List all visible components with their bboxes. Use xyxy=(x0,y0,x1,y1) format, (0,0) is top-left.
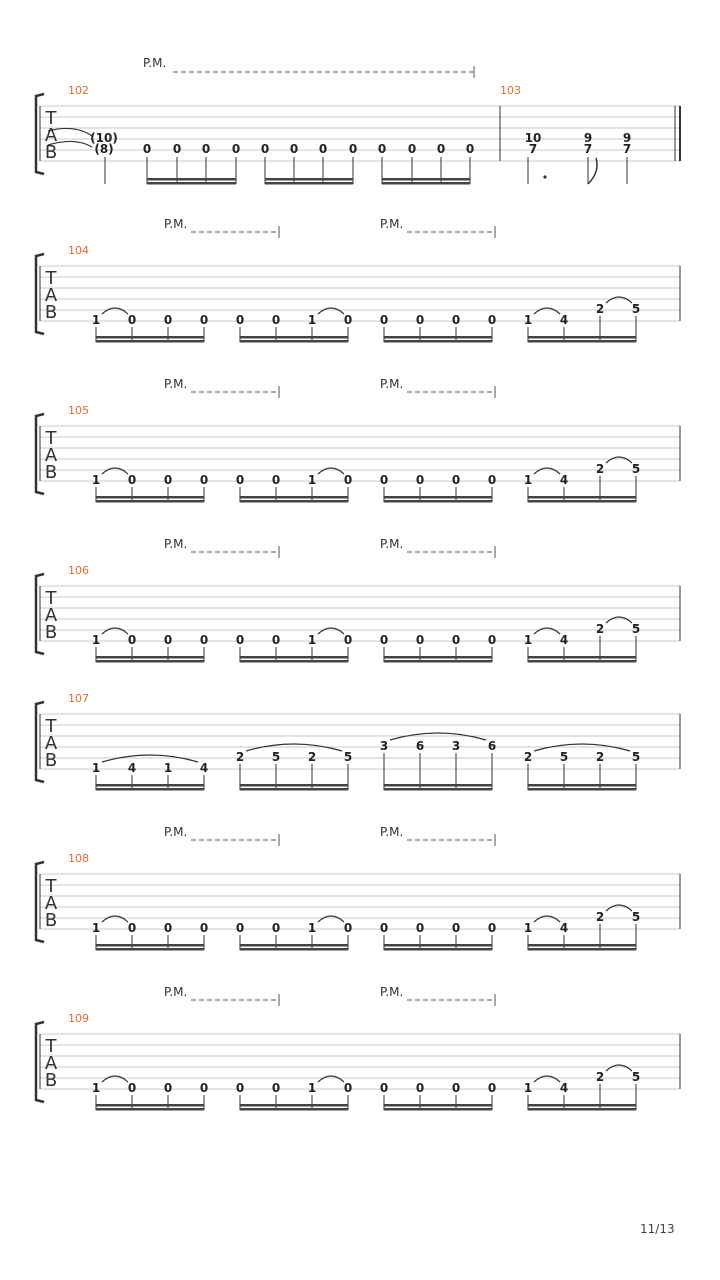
fret-number: 0 xyxy=(451,921,461,935)
tab-letter: A xyxy=(44,1053,58,1074)
fret-number: 1 xyxy=(307,633,317,647)
fret-number: 7 xyxy=(622,142,632,156)
fret-number: 0 xyxy=(163,633,173,647)
measure-number: 108 xyxy=(68,852,89,865)
fret-number: 0 xyxy=(235,313,245,327)
fret-number: 10 xyxy=(524,131,542,145)
fret-number: 1 xyxy=(91,633,101,647)
beam xyxy=(528,944,636,947)
tab-letter: T xyxy=(45,1036,57,1057)
palm-mute-label: P.M. xyxy=(380,377,404,391)
fret-number: 0 xyxy=(163,473,173,487)
tab-letter: T xyxy=(45,428,57,449)
fret-number: 0 xyxy=(348,142,358,156)
beam xyxy=(96,944,204,947)
palm-mute-label: P.M. xyxy=(164,537,188,551)
slur-arc xyxy=(102,1076,128,1082)
fret-number: 0 xyxy=(127,921,137,935)
beam xyxy=(384,944,492,947)
slur-arc xyxy=(606,905,632,911)
fret-number: 0 xyxy=(199,1081,209,1095)
fret-number: 2 xyxy=(595,462,605,476)
fret-number: 4 xyxy=(559,921,569,935)
m103-chords xyxy=(525,131,632,156)
fret-number: 5 xyxy=(631,750,641,764)
fret-number: 0 xyxy=(271,473,281,487)
fret-number: 3 xyxy=(379,739,389,753)
beam xyxy=(240,336,348,339)
tab-letter: B xyxy=(44,1070,58,1091)
beam xyxy=(528,656,636,659)
tab-letter: B xyxy=(44,910,58,931)
fret-number: 1 xyxy=(307,313,317,327)
fret-number: 0 xyxy=(343,633,353,647)
fret-number: 3 xyxy=(451,739,461,753)
beam xyxy=(528,496,636,499)
tab-system xyxy=(36,985,680,1111)
beam xyxy=(384,496,492,499)
fret-number: 0 xyxy=(487,313,497,327)
fret-number: 2 xyxy=(523,750,533,764)
measure-number: 105 xyxy=(68,404,89,417)
fret-number: 0 xyxy=(451,313,461,327)
beam xyxy=(384,660,492,663)
fret-number: 0 xyxy=(377,142,387,156)
fret-number: 0 xyxy=(343,473,353,487)
fret-number: 0 xyxy=(127,313,137,327)
beam xyxy=(240,948,348,951)
fret-number: 1 xyxy=(91,761,101,775)
tab-system xyxy=(36,537,680,663)
slur-arc xyxy=(534,916,560,922)
slur-arc xyxy=(606,297,632,303)
tab-letter: T xyxy=(45,716,57,737)
beam xyxy=(96,1104,204,1107)
fret-number: 2 xyxy=(595,910,605,924)
beam xyxy=(96,496,204,499)
fret-number: 0 xyxy=(318,142,328,156)
palm-mute-label: P.M. xyxy=(164,377,188,391)
beam xyxy=(240,500,348,503)
fret-number: 0 xyxy=(379,313,389,327)
tab-letter: A xyxy=(44,605,58,626)
tab-system xyxy=(36,217,680,343)
m102-frets xyxy=(143,142,474,156)
fret-number: 5 xyxy=(631,1070,641,1084)
measure-number: 103 xyxy=(500,84,521,97)
tab-letter: B xyxy=(44,462,58,483)
fret-number: 4 xyxy=(199,761,209,775)
fret-number: 0 xyxy=(199,921,209,935)
tab-letter: A xyxy=(44,893,58,914)
fret-number: 1 xyxy=(307,1081,317,1095)
beam xyxy=(528,788,636,791)
beam xyxy=(96,788,204,791)
fret-number: 1 xyxy=(91,313,101,327)
slur-arc xyxy=(102,468,128,474)
fret-number: 0 xyxy=(260,142,270,156)
tab-letter: B xyxy=(44,750,58,771)
fret-number: 2 xyxy=(595,622,605,636)
fret-number: 0 xyxy=(231,142,241,156)
fret-number: 0 xyxy=(379,633,389,647)
beam xyxy=(96,336,204,339)
fret-number: 0 xyxy=(436,142,446,156)
fret-number: 0 xyxy=(289,142,299,156)
fret-number: 5 xyxy=(271,750,281,764)
note-flag xyxy=(588,158,597,184)
fret-number: 2 xyxy=(595,750,605,764)
fret-number: 0 xyxy=(201,142,211,156)
slur-arc xyxy=(318,308,344,314)
fret-number: 0 xyxy=(415,313,425,327)
fret-number: 0 xyxy=(343,921,353,935)
fret-number: 0 xyxy=(407,142,417,156)
tab-letter: T xyxy=(45,876,57,897)
fret-number: 1 xyxy=(91,473,101,487)
fret-number: 0 xyxy=(379,473,389,487)
fret-number: 0 xyxy=(271,1081,281,1095)
tab-system xyxy=(36,692,680,791)
fret-number: 2 xyxy=(595,1070,605,1084)
fret-number: 0 xyxy=(451,633,461,647)
beam xyxy=(240,1108,348,1111)
fret-number: 4 xyxy=(559,473,569,487)
tab-letter: B xyxy=(44,302,58,323)
fret-number: 0 xyxy=(142,142,152,156)
fret-number: (10) xyxy=(90,131,118,145)
fret-number: 4 xyxy=(559,1081,569,1095)
fret-number: 0 xyxy=(199,313,209,327)
fret-number: 1 xyxy=(523,313,533,327)
fret-number: 5 xyxy=(631,622,641,636)
fret-number: 0 xyxy=(415,633,425,647)
palm-mute-label: P.M. xyxy=(164,217,188,231)
slur-arc xyxy=(606,457,632,463)
beam xyxy=(96,948,204,951)
beam xyxy=(96,500,204,503)
tab-letter: T xyxy=(45,268,57,289)
fret-number: 0 xyxy=(163,313,173,327)
measure-number: 109 xyxy=(68,1012,89,1025)
tab-letter: T xyxy=(45,108,57,129)
fret-number: 1 xyxy=(523,473,533,487)
tab-letter: B xyxy=(44,142,58,163)
fret-number: 9 xyxy=(622,131,632,145)
palm-mute-label: P.M. xyxy=(143,56,167,70)
beam xyxy=(528,784,636,787)
palm-mute-label: P.M. xyxy=(380,825,404,839)
beam xyxy=(240,340,348,343)
beam xyxy=(240,1104,348,1107)
fret-number: 0 xyxy=(415,921,425,935)
beam xyxy=(240,944,348,947)
fret-number: 6 xyxy=(487,739,497,753)
fret-number: 0 xyxy=(235,473,245,487)
slur-arc xyxy=(318,628,344,634)
measure-number: 102 xyxy=(68,84,89,97)
fret-number: 0 xyxy=(199,633,209,647)
palm-mute-label: P.M. xyxy=(164,825,188,839)
fret-number: 7 xyxy=(583,142,593,156)
fret-number: 5 xyxy=(631,910,641,924)
page-number: 11/13 xyxy=(640,1222,675,1236)
fret-number: 2 xyxy=(595,302,605,316)
fret-number: 9 xyxy=(583,131,593,145)
tab-letter: B xyxy=(44,622,58,643)
slur-arc xyxy=(534,308,560,314)
fret-number: 0 xyxy=(235,633,245,647)
fret-number: 0 xyxy=(487,921,497,935)
fret-number: 1 xyxy=(523,633,533,647)
fret-number: 0 xyxy=(343,313,353,327)
fret-number: 7 xyxy=(528,142,538,156)
beam xyxy=(528,500,636,503)
slur-arc xyxy=(102,916,128,922)
beam xyxy=(528,660,636,663)
slur-arc xyxy=(534,1076,560,1082)
beam xyxy=(384,788,492,791)
slur-arc xyxy=(318,1076,344,1082)
fret-number: 1 xyxy=(523,1081,533,1095)
beam xyxy=(240,656,348,659)
slur-arc xyxy=(102,308,128,314)
fret-number: 2 xyxy=(307,750,317,764)
beam xyxy=(528,336,636,339)
beam xyxy=(528,948,636,951)
fret-number: 0 xyxy=(415,1081,425,1095)
m102-beams xyxy=(147,178,470,185)
fret-number: 0 xyxy=(127,1081,137,1095)
fret-number: 0 xyxy=(163,921,173,935)
fret-number: 0 xyxy=(451,473,461,487)
fret-number: 5 xyxy=(559,750,569,764)
fret-number: 0 xyxy=(235,1081,245,1095)
fret-number: 0 xyxy=(451,1081,461,1095)
fret-number: 0 xyxy=(379,1081,389,1095)
fret-number: 0 xyxy=(163,1081,173,1095)
slur-arc xyxy=(102,628,128,634)
tab-system xyxy=(36,377,680,503)
measure-number: 104 xyxy=(68,244,89,257)
palm-mute-label: P.M. xyxy=(380,537,404,551)
slur-arc xyxy=(606,617,632,623)
beam xyxy=(528,1104,636,1107)
fret-number: 0 xyxy=(127,633,137,647)
beam xyxy=(528,1108,636,1111)
fret-number: 1 xyxy=(163,761,173,775)
fret-number: 0 xyxy=(343,1081,353,1095)
slur-arc xyxy=(534,468,560,474)
tab-letter: T xyxy=(45,588,57,609)
beam xyxy=(384,340,492,343)
slur-arc xyxy=(318,468,344,474)
beam xyxy=(384,1108,492,1111)
palm-mute-label: P.M. xyxy=(380,985,404,999)
fret-number: 6 xyxy=(415,739,425,753)
fret-number: 5 xyxy=(343,750,353,764)
beam xyxy=(96,656,204,659)
fret-number: 0 xyxy=(127,473,137,487)
beam xyxy=(240,660,348,663)
slur-arc xyxy=(606,1065,632,1071)
tab-letter: A xyxy=(44,125,58,146)
fret-number: 1 xyxy=(91,921,101,935)
fret-number: 0 xyxy=(379,921,389,935)
fret-number: 1 xyxy=(307,473,317,487)
fret-number: 4 xyxy=(127,761,137,775)
fret-number: 1 xyxy=(91,1081,101,1095)
beam xyxy=(240,788,348,791)
fret-number: 0 xyxy=(271,921,281,935)
measure-number: 107 xyxy=(68,692,89,705)
beam xyxy=(384,1104,492,1107)
beam xyxy=(384,784,492,787)
beam xyxy=(96,784,204,787)
beam xyxy=(384,336,492,339)
palm-mute-label: P.M. xyxy=(164,985,188,999)
beam xyxy=(96,1108,204,1111)
palm-mute-label: P.M. xyxy=(380,217,404,231)
beam xyxy=(240,496,348,499)
fret-number: 0 xyxy=(487,1081,497,1095)
fret-number: 0 xyxy=(271,633,281,647)
beam xyxy=(240,784,348,787)
fret-number: 4 xyxy=(559,633,569,647)
beam xyxy=(384,656,492,659)
beam xyxy=(384,500,492,503)
fret-number: 5 xyxy=(631,302,641,316)
tab-letter: A xyxy=(44,445,58,466)
slur-arc xyxy=(534,628,560,634)
system-1 xyxy=(36,56,680,185)
fret-number: 5 xyxy=(631,462,641,476)
beam xyxy=(96,660,204,663)
measure-number: 106 xyxy=(68,564,89,577)
fret-number: 0 xyxy=(172,142,182,156)
beam xyxy=(528,340,636,343)
fret-number: 0 xyxy=(465,142,475,156)
tab-letter: A xyxy=(44,733,58,754)
fret-number: 0 xyxy=(487,633,497,647)
tab-system xyxy=(36,825,680,951)
fret-number: 2 xyxy=(235,750,245,764)
fret-number: 0 xyxy=(271,313,281,327)
fret-number: (8) xyxy=(94,142,114,156)
fret-number: 4 xyxy=(559,313,569,327)
beam xyxy=(384,948,492,951)
slur-arc xyxy=(318,916,344,922)
fret-number: 1 xyxy=(307,921,317,935)
fret-number: 0 xyxy=(415,473,425,487)
tab-letter: A xyxy=(44,285,58,306)
fret-number: 0 xyxy=(487,473,497,487)
fret-number: 1 xyxy=(523,921,533,935)
dot xyxy=(543,175,546,178)
riff-systems xyxy=(36,217,680,1111)
beam xyxy=(96,340,204,343)
fret-number: 0 xyxy=(199,473,209,487)
fret-number: 0 xyxy=(235,921,245,935)
